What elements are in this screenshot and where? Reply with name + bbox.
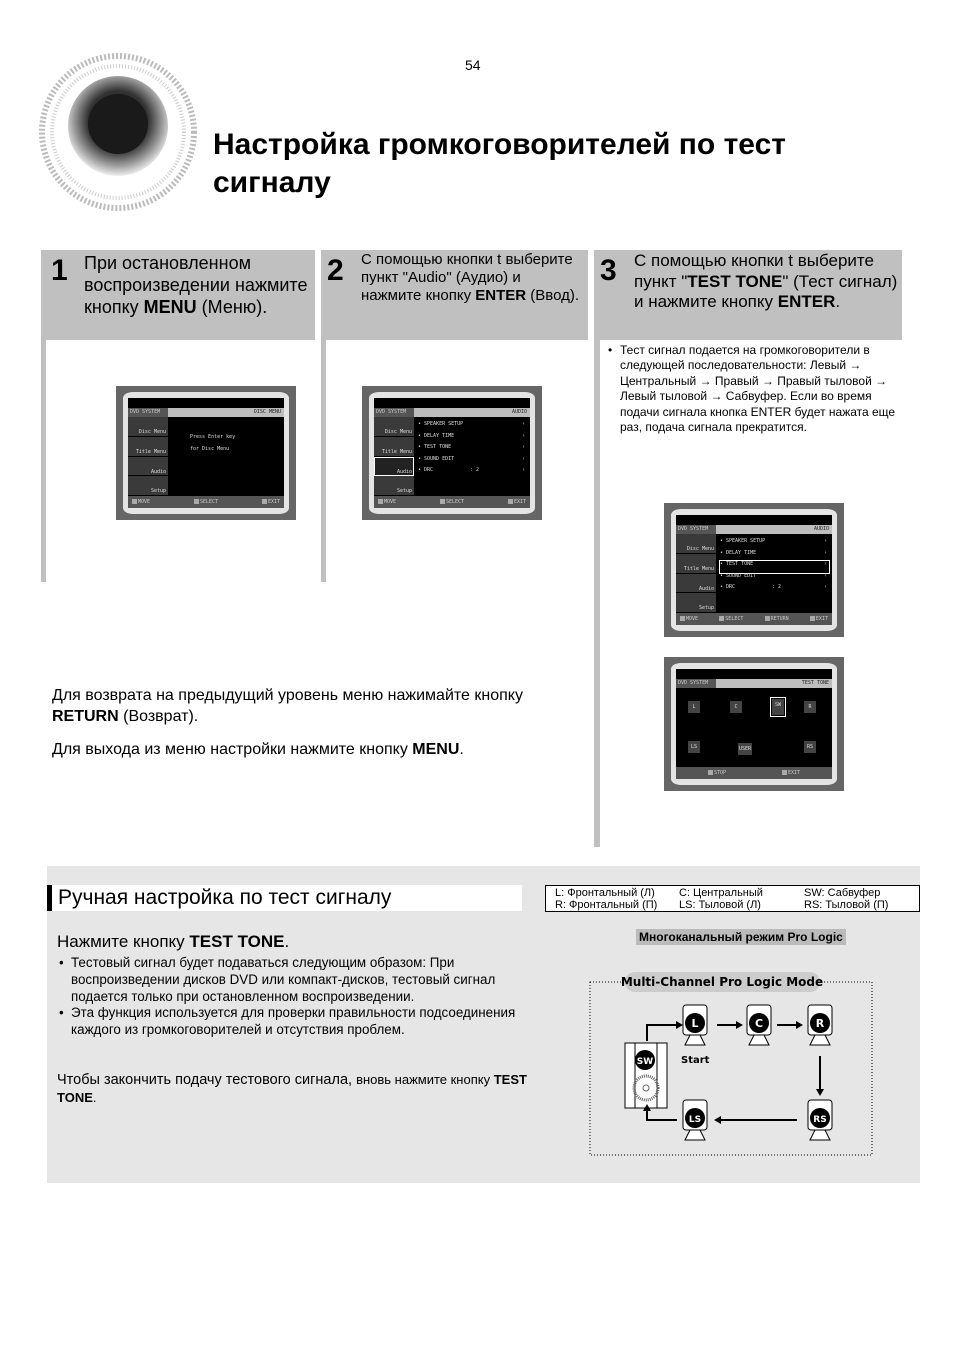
osd-footer-exit [508,499,526,505]
step-number: 3 [600,254,617,287]
select-key-icon [719,616,724,621]
osd-screenshot [116,386,296,520]
osd-footer-return [765,616,789,622]
note-item: • Тест сигнал подается на громкоговорители в следующей последовательности: Левый → Центральный → Правый → Правый тыловой → Левый тыловой → Сабвуфер. Если во время подачи сигнала кнопка ENTER будет нажата еще раз, подача сигнала прекратится. [606,343,898,435]
divider [321,340,326,582]
text: (Ввод). [526,287,580,304]
osd-header-title: AUDIO [374,408,530,417]
text: . [92,1090,97,1105]
osd-side-item: Disc Menu [374,417,414,437]
osd-row-label: • DELAY TIME [418,432,455,439]
osd-menu-row [418,444,527,456]
osd-content [720,538,829,596]
osd-row-label: • SOUND EDIT [418,455,455,462]
osd-row-label: • DRC [720,584,736,590]
speaker-icon: L [688,701,700,713]
text: Нажмите кнопку [57,932,190,951]
text: Чтобы закончить подачу тестового сигнала, [57,1072,357,1088]
legend-item: RS: Тыловой (П) [804,899,889,911]
speaker-icon: RS [804,741,816,753]
osd-content [418,421,527,479]
page-number: 54 [465,57,481,73]
speaker-ls-icon [683,1100,707,1140]
speaker-label: C [754,1017,764,1030]
text: вновь нажмите кнопку [356,1072,494,1087]
move-key-icon [132,499,137,504]
key-name: ENTER [475,287,527,304]
osd-row-label: • SPEAKER SETUP [720,538,766,544]
osd-side-menu [128,417,168,496]
osd-side-item: Setup [128,476,168,496]
osd-footer-label: EXIT [815,616,828,622]
osd-screenshot [664,503,844,637]
step-text [361,251,583,305]
select-key-icon [194,499,199,504]
return-key-icon [765,616,770,621]
osd-row-label: • SOUND EDIT [720,572,757,579]
flow-arrows [647,1025,820,1120]
chevron-right-icon: › [823,561,827,567]
prologic-diagram [585,968,877,1160]
text: . [284,932,290,951]
text: Для выхода из меню настройки нажмите кнопку [52,741,413,758]
chevron-right-icon: › [521,455,525,462]
osd-header-title: DISC MENU [128,408,284,417]
key-name: ENTER [777,292,836,311]
legend-item: SW: Сабвуфер [804,887,881,899]
speaker-label: SW [636,1057,654,1067]
tv-screen [128,398,284,508]
step-text [84,252,312,318]
step-3-box [594,250,902,340]
osd-footer [374,496,530,508]
osd-menu-row [720,573,829,585]
tv-screen [374,398,530,508]
osd-footer-label: SELECT [445,499,465,505]
stop-instruction [57,1071,527,1107]
osd-side-menu [374,417,414,496]
osd-footer-label: RETURN [770,616,789,622]
osd-footer-select [440,499,464,505]
osd-side-item: Disc Menu [676,534,716,554]
exit-key-icon [782,770,787,775]
osd-footer-label: EXIT [513,499,526,505]
chevron-right-icon: › [823,549,827,556]
step-2-box [321,250,588,340]
move-key-icon [680,616,685,621]
osd-footer-label: STOP [713,770,727,776]
diagram-title: Multi-Channel Pro Logic Mode [620,975,824,989]
osd-side-item: Disc Menu [128,417,168,437]
subwoofer-icon [625,1043,667,1108]
osd-footer-move [132,499,150,505]
step-text [634,251,899,313]
speaker-l-icon [683,1005,707,1045]
legend-item: L: Фронтальный (Л) [555,887,655,899]
osd-footer-select [719,616,743,622]
osd-logo: DVD SYSTEM [128,408,168,417]
speaker-label: L [691,1017,699,1030]
osd-logo: DVD SYSTEM [676,525,716,534]
key-name: TEST TONE [687,271,783,291]
osd-footer-stop [708,770,726,776]
osd-side-item: Title Menu [128,437,168,457]
osd-menu-row [418,433,527,445]
osd-screenshot [664,657,844,791]
step-3-note [606,343,898,435]
osd-footer-label: SELECT [725,616,744,622]
osd-row-value: : 2 [470,467,480,473]
speaker-label: R [815,1017,825,1030]
osd-row-label: • DRC [418,467,434,473]
bullet-item: • Эта функция используется для проверки правильности подсоединения каждого из громкоговорителей и отсутствия проблем. [57,1005,527,1039]
osd-side-item: Title Menu [676,554,716,574]
osd-side-item: Audio [374,457,414,477]
osd-content [190,434,281,457]
speaker-rs-icon [808,1100,832,1140]
manual-bullets [57,955,527,1039]
osd-row-value: : 2 [772,584,782,590]
bullet-item: • Тестовый сигнал будет подаваться следующим образом: При воспроизведении дисков DVD или компакт-дисков, тестовый сигнал подается только при остановленном воспроизведении. [57,955,527,1005]
text: С помощью кнопки t выберите пункт " [634,251,874,291]
osd-menu-row [720,584,829,596]
speaker-r-icon [808,1005,832,1045]
legend-item: LS: Тыловой (Л) [679,899,761,911]
osd-footer-select [194,499,218,505]
osd-footer [128,496,284,508]
osd-menu-row [418,467,527,479]
stop-key-icon [708,770,713,775]
osd-logo: DVD SYSTEM [374,408,414,417]
osd-side-item: Audio [676,574,716,594]
divider [41,340,46,582]
osd-header-title: TEST TONE [676,679,832,688]
osd-footer-label: EXIT [787,770,801,776]
tv-screen [676,669,832,779]
step-number: 2 [327,254,344,287]
osd-message: for Disc Menu [190,445,230,452]
text: При остановленном воспроизведении нажмите кнопку [84,253,308,317]
chevron-right-icon: › [521,432,525,439]
legend-item: C: Центральный [679,887,763,899]
text: " (Тест сигнал) и нажмите кнопку [634,271,898,311]
speaker-icon: C [730,701,742,713]
osd-header-title: AUDIO [676,525,832,534]
text: (Возврат). [118,708,199,725]
speaker-icon: SW [772,699,784,715]
legend-item: R: Фронтальный (П) [555,899,658,911]
speaker-icon: LS [688,741,700,753]
arrowheads [643,1021,827,1125]
osd-side-item: Setup [676,593,716,613]
tv-screen [676,515,832,625]
start-label: Start [681,1055,710,1066]
key-name: MENU [412,741,460,758]
chevron-right-icon: › [823,538,827,544]
exit-key-icon [262,499,267,504]
osd-menu-row [418,421,527,433]
osd-menu-row [720,561,829,573]
osd-row-label: • SPEAKER SETUP [418,421,464,427]
osd-footer-label: MOVE [138,499,151,505]
osd-footer [676,613,832,625]
press-instruction [57,932,289,952]
osd-side-menu [676,534,716,613]
select-key-icon [440,499,445,504]
speaker-label: LS [688,1115,702,1125]
speaker-legend [545,885,920,912]
chevron-right-icon: › [521,444,525,450]
chevron-right-icon: › [823,584,827,590]
text: Для возврата на предыдущий уровень меню нажимайте кнопку [52,687,523,704]
return-note [52,685,592,727]
osd-side-item: Audio [128,457,168,477]
osd-footer-exit [782,770,800,776]
osd-footer-move [680,616,698,622]
key-name: RETURN [52,708,119,725]
osd-footer-label: SELECT [199,499,219,505]
chevron-right-icon: › [521,421,525,427]
page-title: Настройка громкоговорителей по тест сигналу [213,128,786,199]
osd-logo: DVD SYSTEM [676,679,716,688]
text: С помощью кнопки t выберите пункт "Audio" (Аудио) и нажмите кнопку [361,251,573,304]
speaker-logo-graphic [38,44,198,219]
osd-row-label: • TEST TONE [720,561,754,567]
key-name: TEST TONE [57,1072,527,1105]
osd-footer-label: MOVE [686,616,699,622]
osd-row-label: • DELAY TIME [720,549,757,556]
step-number: 1 [51,254,68,287]
chevron-right-icon: › [823,572,827,579]
osd-row-label: • TEST TONE [418,444,452,450]
osd-footer-exit [262,499,280,505]
osd-menu-row [720,550,829,562]
prologic-label: Многоканальный режим Pro Logic [636,929,846,945]
text: . [459,741,464,758]
key-name: MENU [143,297,197,317]
section-heading: Ручная настройка по тест сигналу [47,885,522,911]
text: (Меню). [196,297,268,317]
exit-key-icon [508,499,513,504]
osd-footer [676,767,832,779]
step-1-box [41,250,315,340]
exit-key-icon [810,616,815,621]
osd-screenshot [362,386,542,520]
osd-message: Press Enter key [190,434,236,440]
osd-footer-move [378,499,396,505]
speaker-icon: R [804,701,816,713]
osd-menu-row [720,538,829,550]
divider [594,340,600,847]
speaker-c-icon [747,1005,771,1045]
osd-side-item: Title Menu [374,437,414,457]
osd-footer-label: EXIT [267,499,280,505]
speaker-icon: USER [738,743,752,755]
move-key-icon [378,499,383,504]
osd-footer-exit [810,616,828,622]
osd-content [680,693,828,765]
exit-note [52,739,592,760]
osd-footer-label: MOVE [384,499,397,505]
osd-side-item: Setup [374,476,414,496]
osd-menu-row [418,456,527,468]
text: . [835,292,841,311]
key-name: TEST TONE [189,932,285,951]
speaker-label: RS [813,1115,827,1125]
chevron-right-icon: › [521,467,525,473]
